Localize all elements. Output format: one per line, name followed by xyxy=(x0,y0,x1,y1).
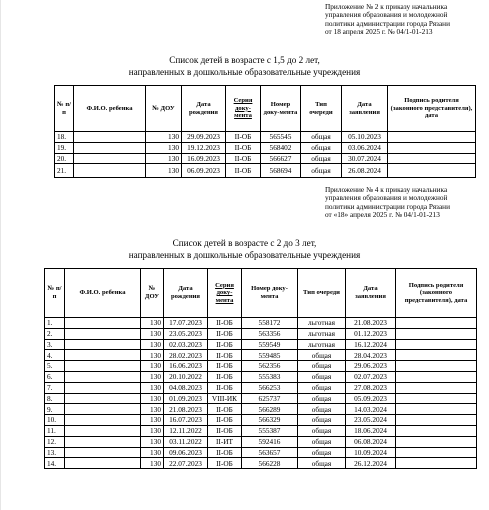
cell-queue: общая xyxy=(298,350,346,361)
cell-birth: 16.09.2023 xyxy=(182,153,226,164)
cell-num: 8. xyxy=(45,393,65,404)
cell-docnum: 566228 xyxy=(242,458,298,469)
table-row xyxy=(55,153,476,164)
cell-docnum: 555383 xyxy=(242,371,298,382)
cell-queue: общая xyxy=(298,393,346,404)
table-row xyxy=(45,350,477,361)
cell-docnum: 555387 xyxy=(242,425,298,436)
cell-docnum: 563657 xyxy=(242,447,298,458)
cell-sign xyxy=(396,447,477,458)
cell-queue: льготная xyxy=(298,328,346,339)
cell-series: II-ОБ xyxy=(226,132,261,143)
cell-series: II-ИТ xyxy=(208,436,242,447)
cell-appdate: 30.07.2024 xyxy=(342,153,388,164)
col-header-sign: Подпись родителя (законного представителя), дата xyxy=(388,86,476,132)
cell-sign xyxy=(388,164,476,178)
cell-birth: 12.11.2022 xyxy=(164,425,208,436)
cell-birth: 03.11.2022 xyxy=(164,436,208,447)
cell-sign xyxy=(388,142,476,153)
cell-dou: 130 xyxy=(146,153,182,164)
cell-sign xyxy=(396,371,477,382)
cell-series: II-ОБ xyxy=(208,318,242,329)
title-line: Список детей в возрасте с 1,5 до 2 лет, xyxy=(169,55,320,65)
cell-sign xyxy=(396,404,477,415)
cell-appdate: 14.03.2024 xyxy=(346,404,396,415)
cell-series: II-ОБ xyxy=(208,361,242,372)
cell-queue: общая xyxy=(301,142,342,153)
cell-birth: 06.09.2023 xyxy=(182,164,226,178)
cell-queue: общая xyxy=(298,458,346,469)
cell-birth: 19.12.2023 xyxy=(182,142,226,153)
cell-queue: льготная xyxy=(298,339,346,350)
cell-birth: 17.07.2023 xyxy=(164,318,208,329)
cell-name xyxy=(74,142,146,153)
table-row xyxy=(45,339,477,350)
col-header-birth: Дата рождения xyxy=(164,269,208,318)
cell-appdate: 06.08.2024 xyxy=(346,436,396,447)
cell-num: 10. xyxy=(45,415,65,426)
cell-birth: 23.05.2023 xyxy=(164,328,208,339)
col-header-docnum: Номер доку-мента xyxy=(242,269,298,318)
cell-appdate: 16.12.2024 xyxy=(346,339,396,350)
cell-num: 1. xyxy=(45,318,65,329)
title-line: направленных в дошкольные образовательные учреждения xyxy=(128,249,361,260)
cell-birth: 16.07.2023 xyxy=(164,415,208,426)
cell-docnum: 558172 xyxy=(242,318,298,329)
cell-name xyxy=(65,415,141,426)
cell-sign xyxy=(396,382,477,393)
cell-birth: 21.08.2023 xyxy=(164,404,208,415)
cell-appdate: 26.12.2024 xyxy=(346,458,396,469)
col-header-appdate: Дата заявления xyxy=(346,269,396,318)
cell-appdate: 02.07.2023 xyxy=(346,371,396,382)
cell-sign xyxy=(396,339,477,350)
cell-appdate: 23.05.2024 xyxy=(346,415,396,426)
annex-line: политики администрации города Рязани xyxy=(325,18,450,28)
table-row xyxy=(45,371,477,382)
cell-queue: общая xyxy=(298,361,346,372)
cell-series: II-ОБ xyxy=(208,371,242,382)
cell-name xyxy=(65,371,141,382)
table-row xyxy=(45,393,477,404)
cell-appdate: 05.10.2023 xyxy=(342,132,388,143)
cell-appdate: 21.08.2023 xyxy=(346,318,396,329)
cell-series: II-ОБ xyxy=(226,142,261,153)
cell-queue: общая xyxy=(298,371,346,382)
cell-queue: льготная xyxy=(298,318,346,329)
cell-birth: 02.03.2023 xyxy=(164,339,208,350)
col-header-queue: Тип очереди xyxy=(301,86,342,132)
cell-name xyxy=(65,447,141,458)
cell-num: 12. xyxy=(45,436,65,447)
cell-docnum: 566329 xyxy=(242,415,298,426)
cell-dou: 130 xyxy=(141,436,164,447)
col-header-series: Серия доку-мента xyxy=(226,86,261,132)
col-header-name: Ф.И.О. ребенка xyxy=(65,269,141,318)
cell-appdate: 03.06.2024 xyxy=(342,142,388,153)
cell-birth: 16.06.2023 xyxy=(164,361,208,372)
cell-name xyxy=(65,339,141,350)
cell-sign xyxy=(396,318,477,329)
cell-series: II-ОБ xyxy=(208,458,242,469)
cell-docnum: 559549 xyxy=(242,339,298,350)
cell-name xyxy=(65,318,141,329)
cell-appdate: 05.09.2023 xyxy=(346,393,396,404)
cell-birth: 09.06.2023 xyxy=(164,447,208,458)
table-row xyxy=(55,142,476,153)
cell-sign xyxy=(396,425,477,436)
cell-dou: 130 xyxy=(141,415,164,426)
cell-name xyxy=(65,404,141,415)
cell-sign xyxy=(396,361,477,372)
annex-line: политики администрации города Рязани xyxy=(325,201,450,211)
cell-name xyxy=(65,425,141,436)
cell-appdate: 10.09.2024 xyxy=(346,447,396,458)
table-row xyxy=(45,382,477,393)
table-row xyxy=(45,425,477,436)
table-row xyxy=(45,404,477,415)
cell-dou: 130 xyxy=(141,350,164,361)
cell-num: 20. xyxy=(55,153,74,164)
annex-note-1 xyxy=(325,3,485,37)
cell-docnum: 565545 xyxy=(261,132,301,143)
cell-series: II-ОБ xyxy=(226,164,261,178)
cell-sign xyxy=(396,436,477,447)
cell-name xyxy=(65,436,141,447)
cell-sign xyxy=(388,153,476,164)
col-header-dou: № ДОУ xyxy=(141,269,164,318)
cell-series: II-ОБ xyxy=(208,425,242,436)
annex-note-2 xyxy=(325,186,485,220)
table-row xyxy=(45,328,477,339)
cell-num: 13. xyxy=(45,447,65,458)
cell-series: II-ОБ xyxy=(208,415,242,426)
cell-num: 9. xyxy=(45,404,65,415)
cell-appdate: 18.06.2024 xyxy=(346,425,396,436)
cell-sign xyxy=(388,132,476,143)
cell-sign xyxy=(396,415,477,426)
annex-line: управления образования и молодежной xyxy=(325,193,448,203)
annex-line: Приложение № 4 к приказу начальника xyxy=(325,185,448,194)
cell-docnum: 563356 xyxy=(242,328,298,339)
cell-series: II-ОБ xyxy=(226,153,261,164)
cell-appdate: 28.04.2023 xyxy=(346,350,396,361)
cell-name xyxy=(65,328,141,339)
cell-appdate: 29.06.2023 xyxy=(346,361,396,372)
table-header-row xyxy=(45,269,477,318)
table-header-row xyxy=(55,86,476,132)
cell-docnum: 568402 xyxy=(261,142,301,153)
cell-num: 2. xyxy=(45,328,65,339)
annex-line: от «18» апреля 2025 г. № 04/1-01-213 xyxy=(325,210,440,220)
col-header-dou: № ДОУ xyxy=(146,86,182,132)
cell-dou: 130 xyxy=(141,458,164,469)
cell-appdate: 01.12.2023 xyxy=(346,328,396,339)
cell-series: II-ОБ xyxy=(208,328,242,339)
annex-line: управления образования и молодежной xyxy=(325,10,448,20)
col-header-num: № п/п xyxy=(45,269,65,318)
cell-docnum: 562356 xyxy=(242,361,298,372)
table-row xyxy=(55,132,476,143)
table-row xyxy=(45,458,477,469)
cell-birth: 04.08.2023 xyxy=(164,382,208,393)
cell-sign xyxy=(396,328,477,339)
cell-num: 7. xyxy=(45,382,65,393)
cell-docnum: 566627 xyxy=(261,153,301,164)
cell-dou: 130 xyxy=(141,361,164,372)
table-row xyxy=(45,447,477,458)
list-title-2 xyxy=(0,238,489,261)
col-header-series: Серия доку-мента xyxy=(208,269,242,318)
cell-queue: общая xyxy=(301,132,342,143)
cell-queue: общая xyxy=(301,153,342,164)
cell-queue: общая xyxy=(298,447,346,458)
cell-series: VIII-ИК xyxy=(208,393,242,404)
table-row xyxy=(45,436,477,447)
cell-sign xyxy=(396,393,477,404)
cell-queue: общая xyxy=(298,415,346,426)
col-header-birth: Дата рождения xyxy=(182,86,226,132)
cell-name xyxy=(65,350,141,361)
cell-dou: 130 xyxy=(141,339,164,350)
table-body xyxy=(45,318,477,469)
cell-dou: 130 xyxy=(141,404,164,415)
cell-name xyxy=(65,393,141,404)
title-line: Список детей в возрасте с 2 до 3 лет, xyxy=(172,238,317,248)
annex-line: от 18 апреля 2025 г. № 04/1-01-213 xyxy=(325,27,433,37)
col-header-docnum: Номер доку-мента xyxy=(261,86,301,132)
cell-birth: 29.09.2023 xyxy=(182,132,226,143)
cell-dou: 130 xyxy=(141,371,164,382)
col-header-name: Ф.И.О. ребенка xyxy=(74,86,146,132)
cell-series: II-ОБ xyxy=(208,404,242,415)
cell-queue: общая xyxy=(298,382,346,393)
title-line: направленных в дошкольные образовательные учреждения xyxy=(128,66,361,77)
children-table-1 xyxy=(54,85,476,178)
cell-series: II-ОБ xyxy=(208,339,242,350)
col-header-appdate: Дата заявления xyxy=(342,86,388,132)
cell-name xyxy=(74,164,146,178)
table-row xyxy=(45,318,477,329)
cell-birth: 20.10.2022 xyxy=(164,371,208,382)
cell-num: 18. xyxy=(55,132,74,143)
col-header-num: № п/п xyxy=(55,86,74,132)
cell-dou: 130 xyxy=(141,393,164,404)
cell-name xyxy=(74,132,146,143)
cell-dou: 130 xyxy=(141,425,164,436)
table-row xyxy=(55,164,476,178)
cell-dou: 130 xyxy=(141,328,164,339)
col-header-queue: Тип очереди xyxy=(298,269,346,318)
cell-num: 11. xyxy=(45,425,65,436)
cell-docnum: 592416 xyxy=(242,436,298,447)
table-row xyxy=(45,361,477,372)
cell-birth: 01.09.2023 xyxy=(164,393,208,404)
cell-dou: 130 xyxy=(146,132,182,143)
cell-queue: общая xyxy=(298,425,346,436)
cell-series: II-ОБ xyxy=(208,447,242,458)
cell-docnum: 566289 xyxy=(242,404,298,415)
children-table-2 xyxy=(44,268,477,469)
cell-sign xyxy=(396,458,477,469)
cell-queue: общая xyxy=(298,436,346,447)
cell-appdate: 26.08.2024 xyxy=(342,164,388,178)
cell-queue: общая xyxy=(301,164,342,178)
annex-line: Приложение № 2 к приказу начальника xyxy=(325,2,448,11)
cell-docnum: 568694 xyxy=(261,164,301,178)
cell-name xyxy=(74,153,146,164)
cell-num: 3. xyxy=(45,339,65,350)
cell-name xyxy=(65,361,141,372)
cell-name xyxy=(65,458,141,469)
cell-dou: 130 xyxy=(141,447,164,458)
col-header-sign: Подпись родителя (законного представителя), дата xyxy=(396,269,477,318)
cell-appdate: 27.08.2023 xyxy=(346,382,396,393)
cell-series: II-ОБ xyxy=(208,382,242,393)
list-title-1 xyxy=(0,55,489,78)
cell-num: 14. xyxy=(45,458,65,469)
cell-series: II-ОБ xyxy=(208,350,242,361)
cell-dou: 130 xyxy=(141,382,164,393)
cell-num: 19. xyxy=(55,142,74,153)
cell-num: 6. xyxy=(45,371,65,382)
cell-name xyxy=(65,382,141,393)
cell-num: 21. xyxy=(55,164,74,178)
cell-dou: 130 xyxy=(146,142,182,153)
cell-dou: 130 xyxy=(146,164,182,178)
cell-docnum: 625737 xyxy=(242,393,298,404)
cell-num: 4. xyxy=(45,350,65,361)
table-row xyxy=(45,415,477,426)
cell-birth: 22.07.2023 xyxy=(164,458,208,469)
cell-docnum: 559485 xyxy=(242,350,298,361)
cell-queue: общая xyxy=(298,404,346,415)
cell-num: 5. xyxy=(45,361,65,372)
cell-docnum: 566253 xyxy=(242,382,298,393)
cell-birth: 28.02.2023 xyxy=(164,350,208,361)
cell-dou: 130 xyxy=(141,318,164,329)
cell-sign xyxy=(396,350,477,361)
